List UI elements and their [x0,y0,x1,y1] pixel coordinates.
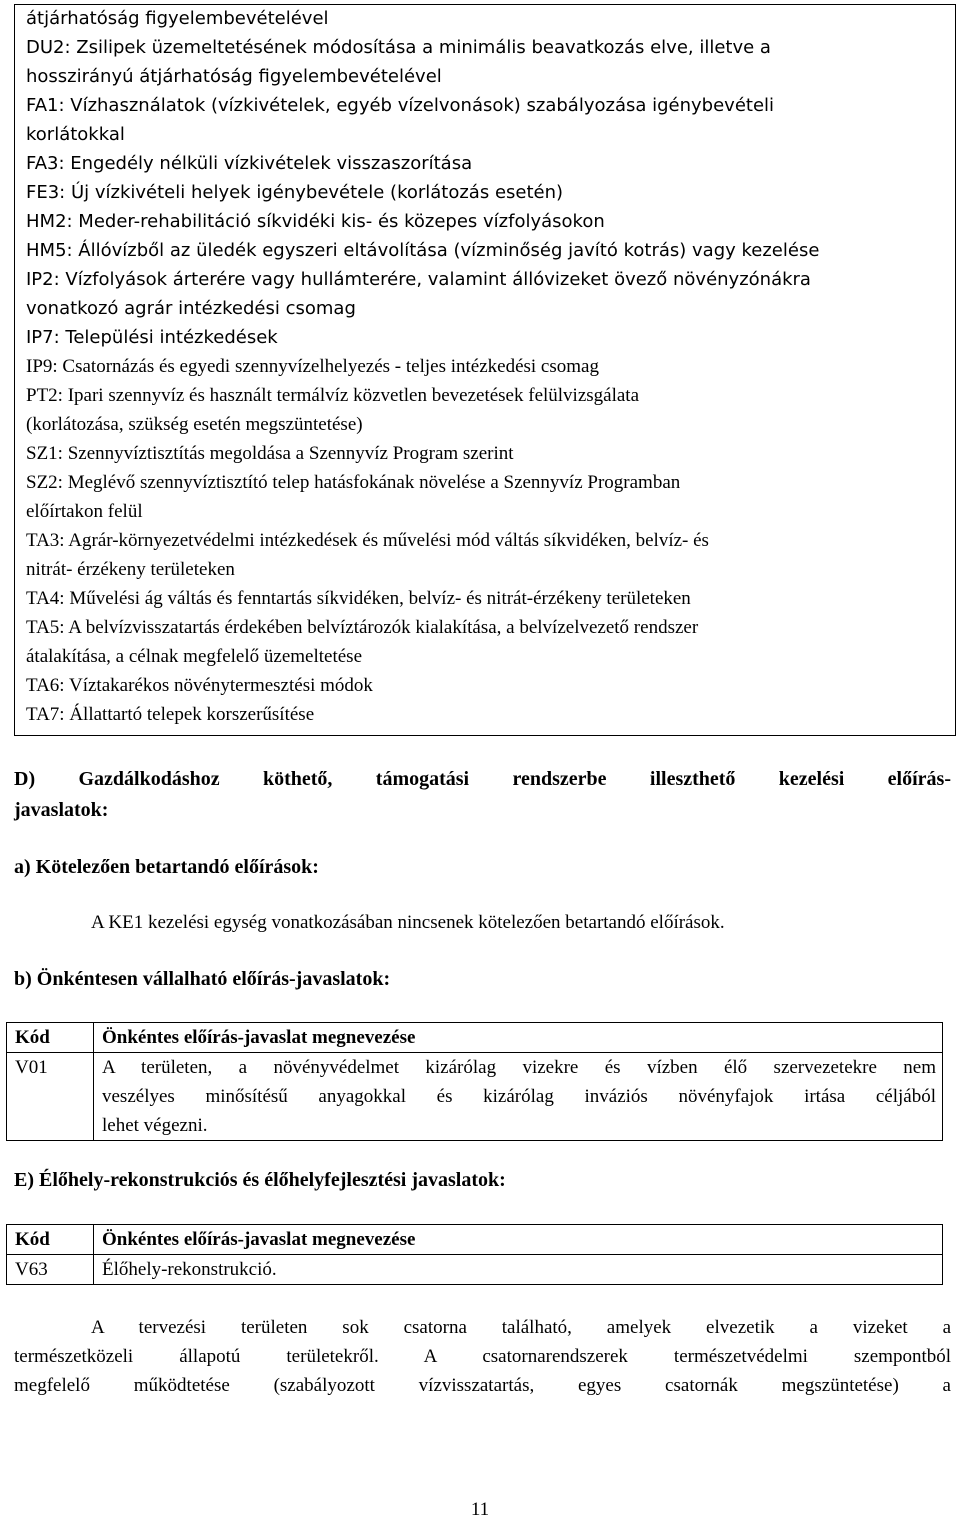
measure-item: FA1: Vízhasználatok (vízkivételek, egyéb vízelvonások) szabályozása igénybevételi [26,95,775,116]
measure-item: átalakítása, a célnak megfelelő üzemeltetése [26,646,363,667]
measure-item: TA5: A belvízvisszatartás érdekében belvíztározók kialakítása, a belvízelvezető rendszer [26,617,699,638]
column-header-code: Kód [7,1225,94,1255]
paragraph-line: megfelelő működtetése (szabályozott vízvisszatartás, egyes csatornák megszüntetése) a [14,1375,951,1396]
measure-item: TA6: Víztakarékos növénytermesztési módok [26,675,373,696]
table-header-row [7,1023,943,1053]
measure-item: korlátokkal [26,124,125,145]
section-d-heading-line2: javaslatok: [14,799,109,821]
measure-item: vonatkozó agrár intézkedési csomag [26,298,356,319]
column-header-name: Önkéntes előírás-javaslat megnevezése [94,1225,943,1255]
row-description-line: lehet végezni. [102,1115,208,1136]
measure-item: nitrát- érzékeny területeken [26,559,235,580]
row-code: V63 [7,1255,94,1285]
column-header-name: Önkéntes előírás-javaslat megnevezése [94,1023,943,1053]
measure-item: FA3: Engedély nélküli vízkivételek visszaszorítása [26,153,473,174]
measure-item: IP2: Vízfolyások árterére vagy hullámterére, valamint állóvizeket övező növényzónákra [26,269,811,290]
section-b-heading: b) Önkéntesen vállalható előírás-javaslatok: [14,968,391,990]
row-code: V01 [7,1053,94,1141]
measure-item: HM2: Meder-rehabilitáció síkvidéki kis- és közepes vízfolyásokon [26,211,605,232]
measure-item: SZ1: Szennyvíztisztítás megoldása a Szennyvíz Program szerint [26,443,514,464]
page-number: 11 [470,1499,490,1520]
measure-item: DU2: Zsilipek üzemeltetésének módosítása a minimális beavatkozás elve, illetve a [26,37,771,58]
closing-paragraph [14,1313,951,1400]
row-description [94,1053,943,1141]
table-row [7,1255,943,1285]
section-e-heading: E) Élőhely-rekonstrukciós és élőhelyfejlesztési javaslatok: [14,1169,506,1191]
measure-item: FE3: Új vízkivételi helyek igénybevétele (korlátozás esetén) [26,182,564,203]
measure-item: átjárhatóság figyelembevételével [26,8,329,29]
voluntary-measures-table [6,1022,943,1141]
measure-item: IP7: Települési intézkedések [26,327,278,348]
paragraph-line: A tervezési területen sok csatorna található, amelyek elvezetik a vizeket a [91,1317,951,1338]
table-header-row [7,1225,943,1255]
measure-item: TA7: Állattartó telepek korszerűsítése [26,704,315,725]
measure-item: HM5: Állóvízből az üledék egyszeri eltávolítása (vízminőség javító kotrás) vagy kezelése [26,240,820,261]
measure-item: SZ2: Meglévő szennyvíztisztító telep hatásfokának növelése a Szennyvíz Programban [26,472,681,493]
measure-item: TA4: Művelési ág váltás és fenntartás síkvidéken, belvíz- és nitrát-érzékeny területeken [26,588,691,609]
section-a-heading: a) Kötelezően betartandó előírások: [14,856,319,878]
measure-item: TA3: Agrár-környezetvédelmi intézkedések és művelési mód váltás síkvidéken, belvíz- és [26,530,709,551]
row-description: Élőhely-rekonstrukció. [94,1255,943,1285]
habitat-measures-table [6,1224,943,1285]
measure-item: hosszirányú átjárhatóság figyelembevételével [26,66,442,87]
measure-item: (korlátozása, szükség esetén megszüntetése) [26,414,363,435]
section-d-heading-line1: D) Gazdálkodáshoz köthető, támogatási rendszerbe illeszthető kezelési előírás- [14,768,951,790]
column-header-code: Kód [7,1023,94,1053]
measure-item: PT2: Ipari szennyvíz és használt termálvíz közvetlen bevezetések felülvizsgálata [26,385,640,406]
row-description-line: veszélyes minősítésű anyagokkal és kizárólag inváziós növényfajok irtása céljából [102,1086,936,1107]
paragraph-line: természetközeli állapotú területekről. A csatornarendszerek természetvédelmi szempontból [14,1346,951,1367]
section-a-text: A KE1 kezelési egység vonatkozásában nincsenek kötelezően betartandó előírások. [91,912,725,933]
measure-item: IP9: Csatornázás és egyedi szennyvízelhelyezés - teljes intézkedési csomag [26,356,599,377]
row-description-line: A területen, a növényvédelmet kizárólag vizekre és vízben élő szervezetekre nem [102,1057,936,1078]
table-row [7,1053,943,1141]
measure-item: előírtakon felül [26,501,143,522]
